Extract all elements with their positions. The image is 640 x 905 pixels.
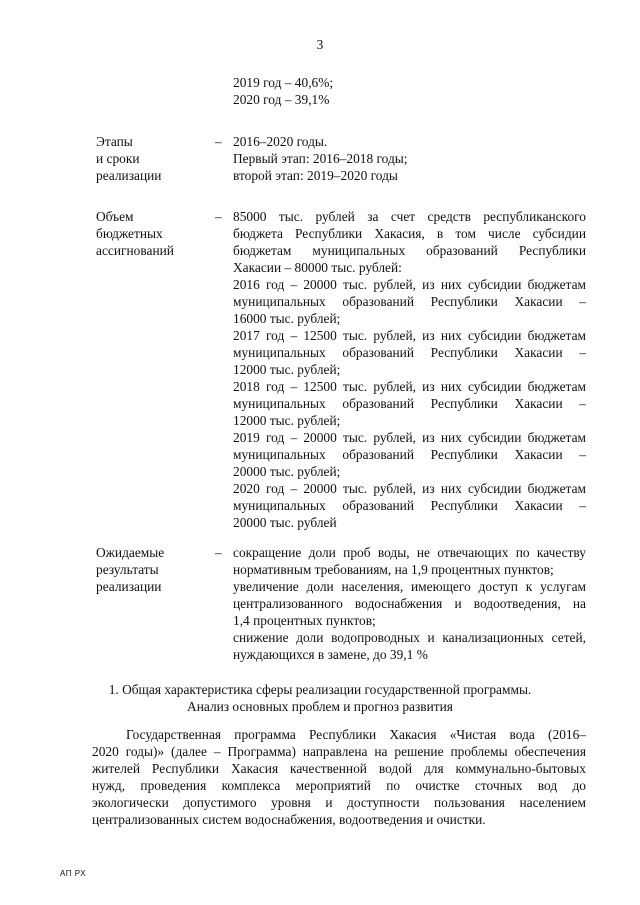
label-line: и сроки xyxy=(96,151,140,166)
section-value xyxy=(233,208,586,531)
value-line: нормативным требованиям, на 1,9 процентных пунктов; xyxy=(233,562,554,577)
label-line: бюджетных xyxy=(96,226,163,241)
footer-mark: АП РХ xyxy=(60,869,87,878)
value-line: 2016 год – 20000 тыс. рублей, из них субсидии бюджетам xyxy=(233,277,586,292)
dash-separator: – xyxy=(215,545,222,560)
value-line: нуждающихся в замене, до 39,1 % xyxy=(233,647,428,662)
value-line: муниципальных образований Республики Хакасии – xyxy=(233,345,586,360)
value-line: муниципальных образований Республики Хакасии – xyxy=(233,294,586,309)
continuation-block xyxy=(233,74,333,108)
continuation-line: 2020 год – 39,1% xyxy=(233,92,330,107)
value-line: Первый этап: 2016–2018 годы; xyxy=(233,151,408,166)
value-line: 16000 тыс. рублей; xyxy=(233,311,341,326)
paragraph-line: нужд, проведения комплекса мероприятий по очистке сточных вод до xyxy=(92,778,586,793)
value-line: 1,4 процентных пунктов; xyxy=(233,613,376,628)
paragraph-line: централизованных систем водоснабжения, водоотведения и очистки. xyxy=(92,812,486,827)
label-line: результаты xyxy=(96,562,159,577)
value-line: 20000 тыс. рублей; xyxy=(233,464,341,479)
section-label xyxy=(96,133,206,184)
label-line: Объем xyxy=(96,209,134,224)
paragraph-line: 2020 годы)» (далее – Программа) направлена на решение проблемы обеспечения xyxy=(92,744,586,759)
label-line: Этапы xyxy=(96,134,133,149)
label-line: Ожидаемые xyxy=(96,545,165,560)
value-line: бюджета Республики Хакасия, в том числе субсидии xyxy=(233,226,586,241)
value-line: 20000 тыс. рублей xyxy=(233,515,337,530)
dash-separator: – xyxy=(215,134,222,149)
section-label xyxy=(96,208,206,259)
paragraph-line: Государственная программа Республики Хакасия «Чистая вода (2016– xyxy=(126,727,586,742)
dash-separator: – xyxy=(215,209,222,224)
value-line: 2020 год – 20000 тыс. рублей, из них субсидии бюджетам xyxy=(233,481,586,496)
value-line: снижение доли водопроводных и канализационных сетей, xyxy=(233,630,586,645)
paragraph-line: жителей Республики Хакасия качественной водой для коммунально-бытовых xyxy=(92,761,586,776)
paragraph-line: экологически допустимого уровня и доступности пользования населением xyxy=(92,795,586,810)
value-line: муниципальных образований Республики Хакасии – xyxy=(233,447,586,462)
value-line: 12000 тыс. рублей; xyxy=(233,362,341,377)
value-line: муниципальных образований Республики Хакасии – xyxy=(233,396,586,411)
page-number: 3 xyxy=(316,37,324,52)
body-paragraph xyxy=(92,726,586,828)
value-line: 2017 год – 12500 тыс. рублей, из них субсидии бюджетам xyxy=(233,328,586,343)
value-line: 2018 год – 12500 тыс. рублей, из них субсидии бюджетам xyxy=(233,379,586,394)
label-line: реализации xyxy=(96,579,162,594)
value-line: муниципальных образований Республики Хакасии – xyxy=(233,498,586,513)
continuation-line: 2019 год – 40,6%; xyxy=(233,75,334,90)
value-line: 85000 тыс. рублей за счет средств республиканского xyxy=(233,209,586,224)
value-line: 2016–2020 годы. xyxy=(233,134,328,149)
value-line: второй этап: 2019–2020 годы xyxy=(233,168,398,183)
section-heading xyxy=(60,681,580,715)
value-line: увеличение доли населения, имеющего доступ к услугам xyxy=(233,579,586,594)
value-line: централизованного водоснабжения и водоотведения, на xyxy=(233,596,586,611)
section-value xyxy=(233,133,586,184)
section-label xyxy=(96,544,206,595)
heading-line: 1. Общая характеристика сферы реализации государственной программы. xyxy=(108,682,532,697)
section-value xyxy=(233,544,586,663)
value-line: 12000 тыс. рублей; xyxy=(233,413,341,428)
heading-line: Анализ основных проблем и прогноз развития xyxy=(187,699,453,714)
value-line: Хакасии – 80000 тыс. рублей: xyxy=(233,260,402,275)
label-line: реализации xyxy=(96,168,162,183)
value-line: бюджетам муниципальных образований Республики xyxy=(233,243,586,258)
value-line: сокращение доли проб воды, не отвечающих по качеству xyxy=(233,545,586,560)
label-line: ассигнований xyxy=(96,243,174,258)
value-line: 2019 год – 20000 тыс. рублей, из них субсидии бюджетам xyxy=(233,430,586,445)
